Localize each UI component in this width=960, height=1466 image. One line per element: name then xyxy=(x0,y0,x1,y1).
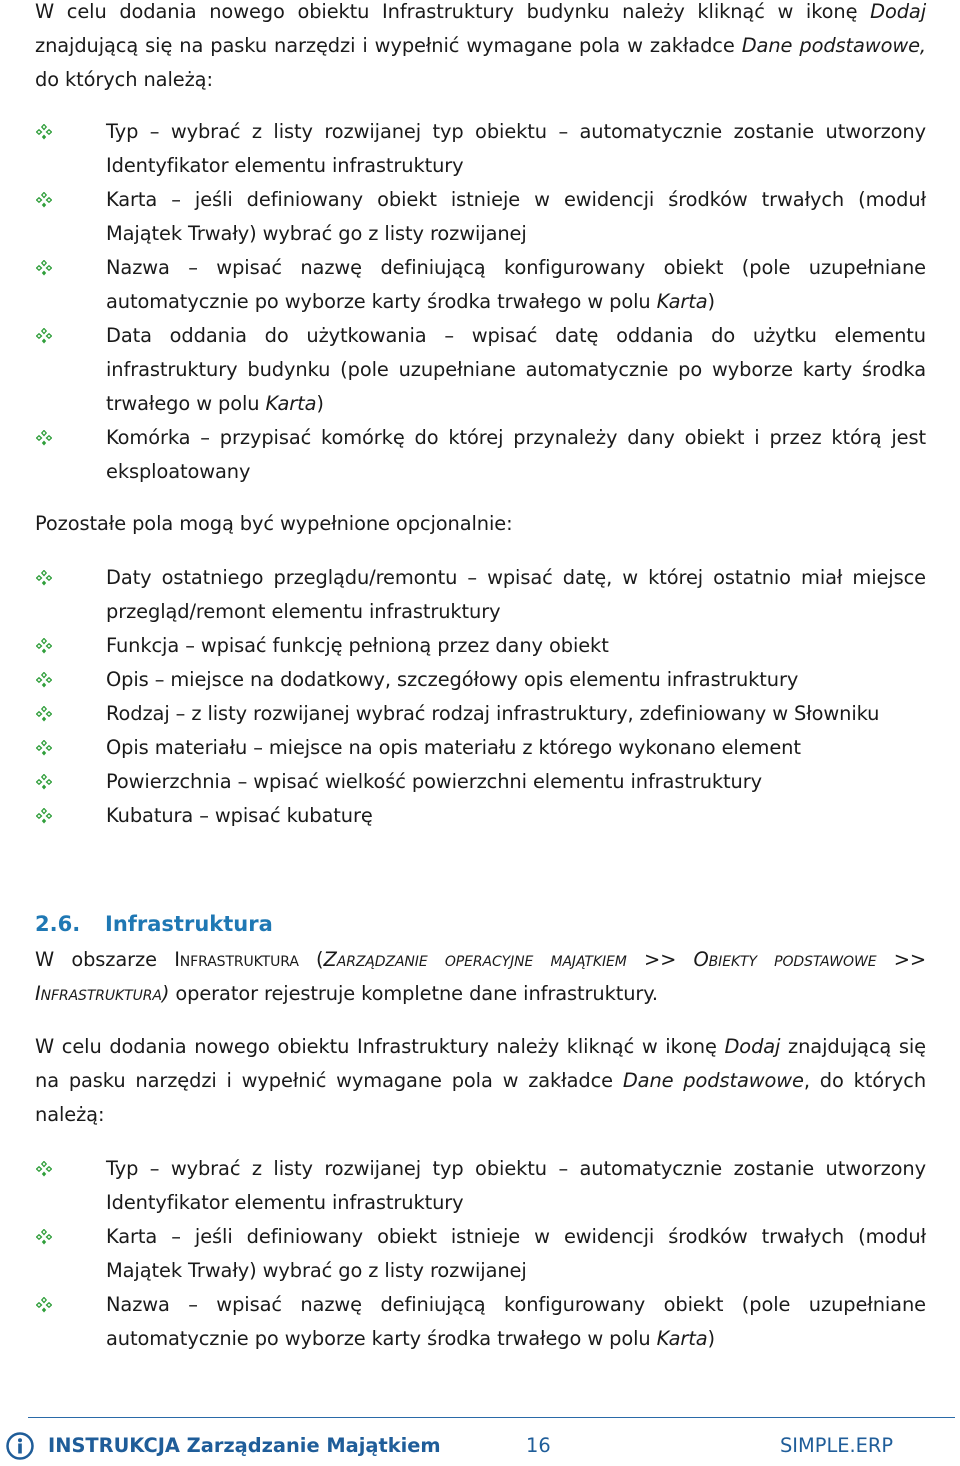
list-item-text: Nazwa – wpisać nazwę definiującą konfigurowany obiekt (pole uzupełniane automatycznie po wyborze karty środka trwałego w polu xyxy=(106,1293,926,1350)
list-item xyxy=(0,731,926,765)
list-item-text: Typ – wybrać z listy rozwijanej typ obiektu – automatycznie zostanie utworzony Identyfikator elementu infrastruktury xyxy=(106,1157,926,1214)
info-icon xyxy=(6,1432,34,1460)
section-smallcaps-3: Obiekty podstawowe xyxy=(693,948,877,971)
list-item xyxy=(0,629,926,663)
section-smallcaps-4: Infrastruktura) xyxy=(35,982,170,1005)
list-item-suffix: ) xyxy=(316,392,324,415)
intro-paragraph-bottom xyxy=(35,1030,926,1132)
intro-text-1: W celu dodania nowego obiektu Infrastruktury budynku należy kliknąć w ikonę xyxy=(35,0,871,23)
list-item-text: Typ – wybrać z listy rozwijanej typ obiektu – automatycznie zostanie utworzony Identyfikator elementu infrastruktury xyxy=(106,120,926,177)
intro-dane: Dane podstawowe, xyxy=(741,34,926,57)
section-text-e: operator rejestruje kompletne dane infrastruktury. xyxy=(169,982,658,1005)
list-item-text: Karta – jeśli definiowany obiekt istnieje w ewidencji środków trwałych (moduł Majątek Trwały) wybrać go z listy rozwijanej xyxy=(106,1225,926,1282)
intro-b-dodaj: Dodaj xyxy=(724,1035,781,1058)
list-item xyxy=(0,799,926,833)
list-item xyxy=(0,251,926,319)
section-smallcaps-1: Infrastruktura xyxy=(174,948,299,971)
section-text-c: >> xyxy=(626,948,694,971)
list-item-text: Opis – miejsce na dodatkowy, szczegółowy opis elementu infrastruktury xyxy=(106,668,799,691)
list-item-emphasis: Karta xyxy=(656,1327,708,1350)
list-item-suffix: ) xyxy=(707,1327,715,1350)
diamond-bullet-icon xyxy=(36,672,52,688)
diamond-bullet-icon xyxy=(36,706,52,722)
intro-paragraph-top xyxy=(35,0,926,97)
diamond-bullet-icon xyxy=(36,638,52,654)
list-item xyxy=(0,1288,926,1356)
required-fields-list-bottom xyxy=(0,1152,960,1356)
list-item-text: Kubatura – wpisać kubaturę xyxy=(106,804,373,827)
diamond-bullet-icon xyxy=(36,774,52,790)
required-fields-list-top xyxy=(0,115,960,489)
list-item xyxy=(0,319,926,421)
intro-b-text-1: W celu dodania nowego obiektu Infrastruktury należy kliknąć w ikonę xyxy=(35,1035,725,1058)
footer-title: INSTRUKCJA Zarządzanie Majątkiem xyxy=(48,1434,441,1457)
list-item-text: Powierzchnia – wpisać wielkość powierzchni elementu infrastruktury xyxy=(106,770,762,793)
intro-text-2: znajdującą się na pasku narzędzi i wypełnić wymagane pola w zakładce xyxy=(35,34,742,57)
section-text-a: W obszarze xyxy=(35,948,175,971)
footer-divider xyxy=(28,1417,955,1418)
list-item xyxy=(0,421,926,489)
diamond-bullet-icon xyxy=(36,328,52,344)
list-item-emphasis: Karta xyxy=(265,392,317,415)
intro-b-dane: Dane podstawowe xyxy=(622,1069,804,1092)
diamond-bullet-icon xyxy=(36,1297,52,1313)
intro-b-text-2: znajdującą się na pasku narzędzi i wypełnić wymagane pola w zakładce xyxy=(35,1035,926,1092)
intro-dodaj: Dodaj xyxy=(870,0,926,23)
diamond-bullet-icon xyxy=(36,260,52,276)
page-number: 16 xyxy=(526,1434,551,1457)
diamond-bullet-icon xyxy=(36,192,52,208)
list-item xyxy=(0,561,926,629)
page-footer xyxy=(0,1426,960,1466)
section-number: 2.6. xyxy=(35,912,81,936)
list-item-suffix: ) xyxy=(707,290,715,313)
diamond-bullet-icon xyxy=(36,570,52,586)
list-item-text: Funkcja – wpisać funkcję pełnioną przez dany obiekt xyxy=(106,634,609,657)
section-text-d: >> xyxy=(876,948,926,971)
list-item xyxy=(0,697,926,731)
intro-text-3: do których należą: xyxy=(35,68,213,91)
footer-brand: SIMPLE.ERP xyxy=(780,1434,894,1457)
list-item xyxy=(0,1152,926,1220)
section-smallcaps-2: Zarządzanie operacyjne majątkiem xyxy=(323,948,627,971)
list-item xyxy=(0,765,926,799)
diamond-bullet-icon xyxy=(36,430,52,446)
list-item-emphasis: Karta xyxy=(656,290,708,313)
section-title: Infrastruktura xyxy=(105,912,273,936)
section-heading xyxy=(35,907,273,941)
list-item-text: Komórka – przypisać komórkę do której przynależy dany obiekt i przez którą jest eksploatowany xyxy=(106,426,926,483)
list-item xyxy=(0,115,926,183)
optional-intro: Pozostałe pola mogą być wypełnione opcjonalnie: xyxy=(35,512,513,535)
section-text-b: ( xyxy=(298,948,324,971)
list-item-text: Nazwa – wpisać nazwę definiującą konfigurowany obiekt (pole uzupełniane automatycznie po wyborze karty środka trwałego w polu xyxy=(106,256,926,313)
list-item-text: Daty ostatniego przeglądu/remontu – wpisać datę, w której ostatnio miał miejsce przegląd/remont elementu infrastruktury xyxy=(106,566,926,623)
list-item-text: Karta – jeśli definiowany obiekt istnieje w ewidencji środków trwałych (moduł Majątek Trwały) wybrać go z listy rozwijanej xyxy=(106,188,926,245)
list-item xyxy=(0,1220,926,1288)
list-item-text: Opis materiału – miejsce na opis materiału z którego wykonano element xyxy=(106,736,801,759)
diamond-bullet-icon xyxy=(36,740,52,756)
list-item-text: Data oddania do użytkowania – wpisać datę oddania do użytku elementu infrastruktury budynku (pole uzupełniane automatycznie po wyborze karty środka trwałego w polu xyxy=(106,324,926,415)
diamond-bullet-icon xyxy=(36,1229,52,1245)
diamond-bullet-icon xyxy=(36,124,52,140)
list-item-text: Rodzaj – z listy rozwijanej wybrać rodzaj infrastruktury, zdefiniowany w Słowniku xyxy=(106,702,880,725)
optional-fields-list xyxy=(0,561,960,833)
list-item xyxy=(0,183,926,251)
intro-b-text-3: , do których należą: xyxy=(35,1069,927,1126)
section-paragraph xyxy=(35,943,926,1011)
diamond-bullet-icon xyxy=(36,1161,52,1177)
list-item xyxy=(0,663,926,697)
diamond-bullet-icon xyxy=(36,808,52,824)
